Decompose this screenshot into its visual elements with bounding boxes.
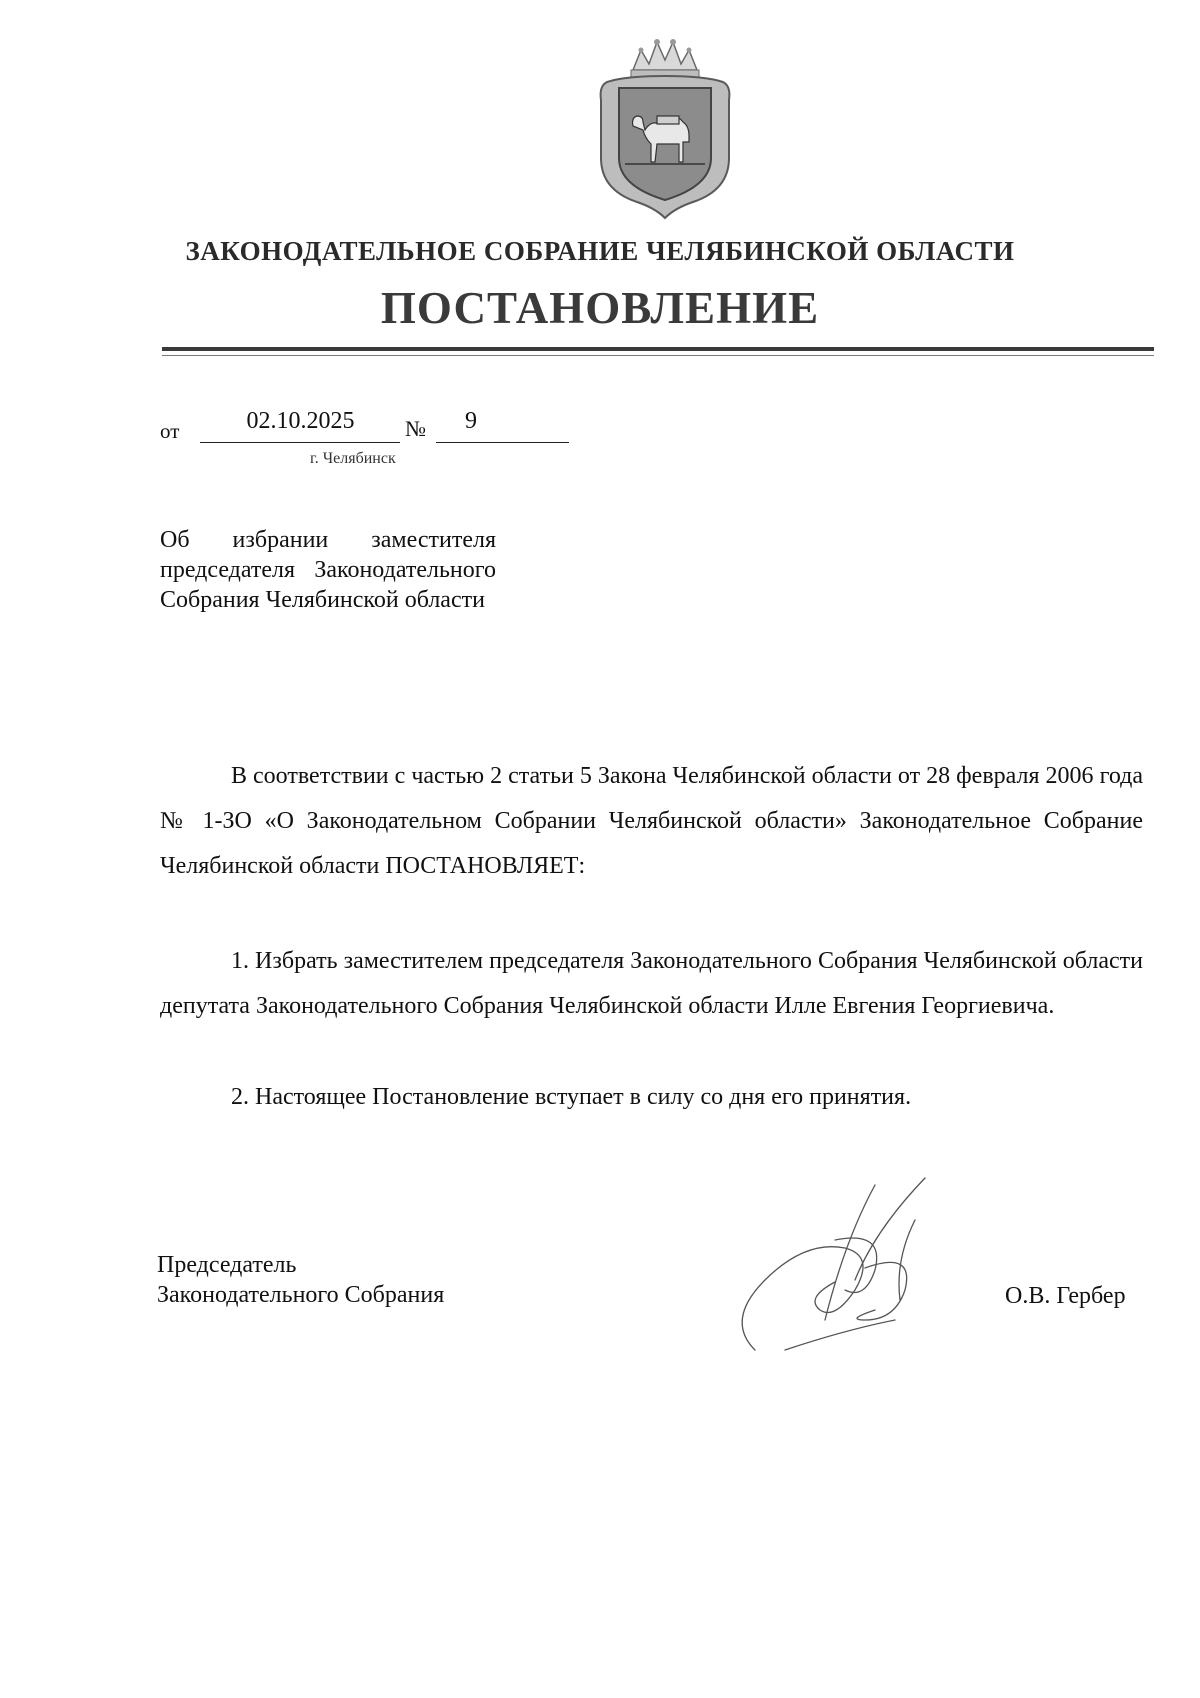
document-date: 02.10.2025	[246, 408, 355, 434]
number-sign-label: №	[405, 416, 426, 441]
resolution-item-2: 2. Настоящее Постановление вступает в силу со дня его принятия.	[231, 1084, 912, 1110]
organization-name: ЗАКОНОДАТЕЛЬНОЕ СОБРАНИЕ ЧЕЛЯБИНСКОЙ ОБЛАСТИ	[185, 236, 1015, 266]
header-rule-thick	[162, 347, 1154, 351]
number-underline	[436, 442, 569, 443]
document-number: 9	[465, 408, 477, 434]
signer-title	[157, 1250, 444, 1310]
resolution-item-1: 1. Избрать заместителем председателя Законодательного Собрания Челябинской области депутата Законодательного Собрания Челябинской области Илле Евгения Георгиевича.	[160, 948, 1143, 1019]
header-rule-thin	[162, 355, 1154, 356]
signer-name: О.В. Гербер	[1005, 1283, 1126, 1309]
handwritten-signature	[725, 1170, 995, 1360]
preamble-paragraph: В соответствии с частью 2 статьи 5 Закона Челябинской области от 28 февраля 2006 года № 1-ЗО «О Законодательном Собрании Челябинской области» Законодательное Собрание Челябинской области ПОСТАНОВЛЯЕТ:	[160, 763, 1143, 879]
date-prefix-label: от	[160, 419, 180, 443]
signer-title-line-1: Председатель	[157, 1252, 297, 1278]
city-label: г. Челябинск	[310, 450, 396, 467]
document-type-title: ПОСТАНОВЛЕНИЕ	[380, 283, 820, 333]
signer-title-line-2: Законодательного Собрания	[157, 1282, 445, 1308]
document-subject: Об избрании заместителя председателя Законодательного Собрания Челябинской области	[160, 527, 496, 613]
date-underline	[200, 442, 400, 443]
coat-of-arms-emblem	[585, 30, 745, 220]
